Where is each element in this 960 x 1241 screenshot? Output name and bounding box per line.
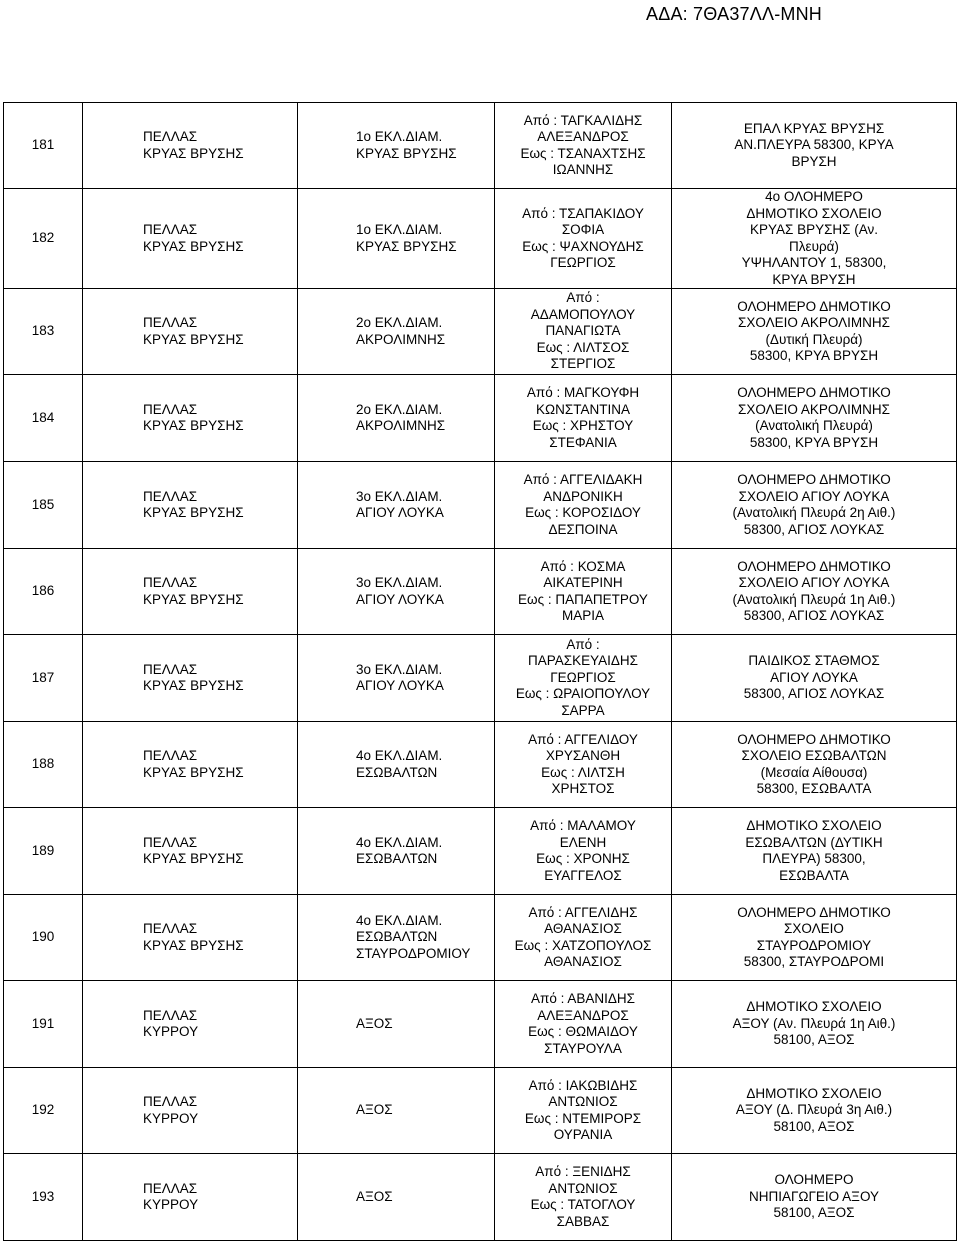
voter-range-cell-line: Εως : ΧΡΗΣΤΟΥ bbox=[532, 418, 634, 433]
voter-range-cell-line: ΟΥΡΑΝΙΑ bbox=[553, 1127, 613, 1142]
voter-range-cell-line: ΠΑΝΑΓΙΩΤΑ bbox=[545, 323, 621, 339]
polling-location-cell-line: 58300, ΑΓΙΟΣ ΛΟΥΚΑΣ bbox=[743, 686, 885, 702]
polling-location-cell bbox=[672, 722, 957, 808]
voter-range-cell-line: ΕΛΕΝΗ bbox=[559, 834, 607, 850]
electoral-district-cell-line: ΕΣΩΒΑΛΤΩΝ bbox=[356, 929, 438, 945]
municipality-cell-line: ΚΡΥΑΣ ΒΡΥΣΗΣ bbox=[143, 505, 244, 520]
municipality-cell bbox=[83, 103, 298, 189]
municipality-cell-line: ΠΕΛΛΑΣ bbox=[143, 315, 198, 330]
row-number-cell: 182 bbox=[4, 189, 83, 289]
voter-range-cell-line: Εως : ΛΙΛΤΣΟΣ bbox=[536, 339, 630, 355]
municipality-cell bbox=[83, 462, 298, 549]
municipality-cell-line: ΚΡΥΑΣ ΒΡΥΣΗΣ bbox=[143, 851, 244, 866]
table-row bbox=[4, 375, 957, 462]
polling-location-cell bbox=[672, 635, 957, 722]
voter-range-cell-line: Από : ΑΓΓΕΛΙΔΟΥ bbox=[528, 731, 638, 747]
voter-range-cell-line: Από : ΞΕΝΙΔΗΣ bbox=[535, 1164, 631, 1179]
municipality-cell-line: ΚΡΥΑΣ ΒΡΥΣΗΣ bbox=[143, 238, 244, 254]
polling-location-cell-line: ΑΓΙΟΥ ΛΟΥΚΑ bbox=[770, 669, 858, 685]
row-number-cell: 190 bbox=[4, 895, 83, 981]
municipality-cell bbox=[83, 189, 298, 289]
electoral-district-cell bbox=[298, 462, 495, 549]
row-number-cell: 192 bbox=[4, 1068, 83, 1154]
row-number-cell: 183 bbox=[4, 289, 83, 375]
polling-location-cell-line: ΚΡΥΑ ΒΡΥΣΗ bbox=[772, 271, 856, 287]
polling-stations-table bbox=[3, 102, 957, 1241]
voter-range-cell-line: ΣΤΑΥΡΟΥΛΑ bbox=[544, 1040, 622, 1056]
polling-location-cell-line: (Ανατολική Πλευρά 1η Αιθ.) bbox=[732, 591, 896, 607]
voter-range-cell-line: ΣΤΕΦΑΝΙΑ bbox=[549, 434, 617, 450]
polling-location-cell-line: ΑΞΟΥ (Δ. Πλευρά 3η Αιθ.) bbox=[735, 1102, 893, 1118]
voter-range-cell-line: Από : ΙΑΚΩΒΙΔΗΣ bbox=[528, 1077, 638, 1093]
voter-range-cell-line: ΑΝΔΡΟΝΙΚΗ bbox=[543, 488, 623, 504]
municipality-cell-line: ΠΕΛΛΑΣ bbox=[143, 748, 198, 763]
voter-range-cell-line: Εως : ΤΑΤΟΓΛΟΥ bbox=[530, 1197, 636, 1212]
table-row bbox=[4, 808, 957, 895]
row-number-cell: 189 bbox=[4, 808, 83, 895]
voter-range-cell bbox=[495, 549, 672, 635]
voter-range-cell bbox=[495, 189, 672, 289]
municipality-cell bbox=[83, 375, 298, 462]
voter-range-cell-line: Εως : ΛΙΛΤΣΗ bbox=[541, 764, 625, 780]
voter-range-cell bbox=[495, 289, 672, 375]
voter-range-cell-line: ΣΤΕΡΓΙΟΣ bbox=[550, 356, 616, 372]
polling-location-cell-line: ΥΨΗΛΑΝΤΟΥ 1, 58300, bbox=[741, 255, 887, 270]
voter-range-cell-line: ΧΡΥΣΑΝΘΗ bbox=[545, 748, 621, 763]
voter-range-cell-line: Από : ΤΑΓΚΑΛΙΔΗΣ bbox=[523, 112, 643, 128]
polling-location-cell-line: ΔΗΜΟΤΙΚΟ ΣΧΟΛΕΙΟ bbox=[746, 205, 882, 221]
polling-location-cell-line: ΣΤΑΥΡΟΔΡΟΜΙΟΥ bbox=[756, 937, 872, 953]
voter-range-cell-line: ΑΘΑΝΑΣΙΟΣ bbox=[544, 954, 622, 969]
voter-range-cell-line: ΔΕΣΠΟΙΝΑ bbox=[548, 521, 618, 537]
voter-range-cell bbox=[495, 635, 672, 722]
table-row bbox=[4, 189, 957, 289]
voter-range-cell-line: Από : bbox=[566, 290, 600, 306]
polling-location-cell-line: ΕΠΑΛ ΚΡΥΑΣ ΒΡΥΣΗΣ bbox=[743, 120, 885, 136]
row-number-cell: 181 bbox=[4, 103, 83, 189]
voter-range-cell-line: ΕΥΑΓΓΕΛΟΣ bbox=[544, 867, 622, 883]
row-number-cell: 193 bbox=[4, 1154, 83, 1241]
voter-range-cell-line: Εως : ΩΡΑΙΟΠΟΥΛΟΥ bbox=[515, 686, 651, 702]
polling-location-cell-line: 58300, ΑΓΙΟΣ ΛΟΥΚΑΣ bbox=[743, 608, 885, 623]
voter-range-cell-line: ΑΝΤΩΝΙΟΣ bbox=[548, 1094, 618, 1109]
voter-range-cell bbox=[495, 808, 672, 895]
electoral-district-cell-line: ΑΓΙΟΥ ΛΟΥΚΑ bbox=[356, 591, 444, 607]
polling-location-cell bbox=[672, 1068, 957, 1154]
voter-range-cell-line: ΓΕΩΡΓΙΟΣ bbox=[550, 255, 616, 270]
voter-range-cell-line: Από : ΚΟΣΜΑ bbox=[540, 558, 626, 574]
voter-range-cell-line: Εως : ΘΩΜΑΙΔΟΥ bbox=[528, 1024, 638, 1039]
municipality-cell-line: ΚΡΥΑΣ ΒΡΥΣΗΣ bbox=[143, 331, 244, 347]
voter-range-cell bbox=[495, 722, 672, 808]
polling-location-cell bbox=[672, 375, 957, 462]
municipality-cell-line: ΚΡΥΑΣ ΒΡΥΣΗΣ bbox=[143, 145, 244, 161]
voter-range-cell-line: Από : ΜΑΛΑΜΟΥ bbox=[530, 818, 636, 833]
polling-location-cell-line: ΑΝ.ΠΛΕΥΡΑ 58300, ΚΡΥΑ bbox=[734, 137, 894, 153]
electoral-district-cell bbox=[298, 1068, 495, 1154]
voter-range-cell-line: ΙΩΑΝΝΗΣ bbox=[552, 162, 614, 177]
electoral-district-cell bbox=[298, 722, 495, 808]
voter-range-cell bbox=[495, 375, 672, 462]
table-row bbox=[4, 635, 957, 722]
voter-range-cell bbox=[495, 103, 672, 189]
polling-location-cell-line: 58100, ΑΞΟΣ bbox=[773, 1118, 855, 1134]
polling-location-cell-line: ΔΗΜΟΤΙΚΟ ΣΧΟΛΕΙΟ bbox=[746, 1085, 882, 1101]
polling-location-cell-line: ΠΑΙΔΙΚΟΣ ΣΤΑΘΜΟΣ bbox=[748, 653, 880, 669]
polling-location-cell-line: ΕΣΩΒΑΛΤΩΝ (ΔΥΤΙΚΗ bbox=[745, 834, 883, 850]
voter-range-cell-line: ΠΑΡΑΣΚΕΥΑΙΔΗΣ bbox=[528, 653, 638, 669]
voter-range-cell-line: Από : bbox=[566, 636, 600, 652]
electoral-district-cell bbox=[298, 1154, 495, 1241]
municipality-cell-line: ΠΕΛΛΑΣ bbox=[143, 129, 198, 144]
voter-range-cell-line: ΧΡΗΣΤΟΣ bbox=[551, 781, 615, 796]
polling-location-cell-line: ΟΛΟΗΜΕΡΟ ΔΗΜΟΤΙΚΟ bbox=[737, 298, 891, 314]
row-number-cell: 187 bbox=[4, 635, 83, 722]
voter-range-cell bbox=[495, 1068, 672, 1154]
polling-location-cell-line: 58300, ΕΣΩΒΑΛΤΑ bbox=[756, 781, 872, 796]
voter-range-cell-line: ΑΙΚΑΤΕΡΙΝΗ bbox=[543, 575, 623, 590]
table-row bbox=[4, 1154, 957, 1241]
electoral-district-cell-line: ΕΣΩΒΑΛΤΩΝ bbox=[356, 851, 438, 866]
table-row bbox=[4, 895, 957, 981]
electoral-district-cell-line: 3ο ΕΚΛ.ΔΙΑΜ. bbox=[356, 488, 443, 504]
municipality-cell-line: ΚΡΥΑΣ ΒΡΥΣΗΣ bbox=[143, 678, 244, 693]
municipality-cell bbox=[83, 981, 298, 1068]
polling-location-cell-line: Πλευρά) bbox=[789, 238, 839, 254]
polling-location-cell-line: ΟΛΟΗΜΕΡΟ ΔΗΜΟΤΙΚΟ bbox=[737, 472, 891, 487]
municipality-cell-line: ΠΕΛΛΑΣ bbox=[143, 921, 198, 936]
polling-location-cell-line: 58100, ΑΞΟΣ bbox=[773, 1205, 855, 1221]
polling-location-cell-line: ΑΞΟΥ (Αν. Πλευρά 1η Αιθ.) bbox=[732, 1015, 896, 1031]
electoral-district-cell-line: ΑΚΡΟΛΙΜΝΗΣ bbox=[356, 331, 446, 347]
voter-range-cell-line: ΚΩΝΣΤΑΝΤΙΝΑ bbox=[536, 401, 630, 417]
municipality-cell-line: ΠΕΛΛΑΣ bbox=[143, 575, 198, 590]
voter-range-cell-line: Εως : ΧΡΟΝΗΣ bbox=[536, 851, 630, 866]
polling-location-cell-line: 58300, ΚΡΥΑ ΒΡΥΣΗ bbox=[749, 348, 879, 363]
electoral-district-cell-line: 4ο ΕΚΛ.ΔΙΑΜ. bbox=[356, 834, 443, 850]
polling-location-cell bbox=[672, 103, 957, 189]
municipality-cell-line: ΚΥΡΡΟΥ bbox=[143, 1110, 199, 1126]
electoral-district-cell bbox=[298, 103, 495, 189]
municipality-cell bbox=[83, 1154, 298, 1241]
polling-location-cell bbox=[672, 549, 957, 635]
voter-range-cell-line: ΣΑΡΡΑ bbox=[561, 702, 605, 718]
polling-location-cell-line: ΒΡΥΣΗ bbox=[791, 153, 837, 169]
voter-range-cell-line: Εως : ΤΣΑΝΑΧΤΣΗΣ bbox=[520, 145, 646, 161]
electoral-district-cell bbox=[298, 549, 495, 635]
polling-location-cell-line: ΣΧΟΛΕΙΟ ΑΓΙΟΥ ΛΟΥΚΑ bbox=[738, 488, 890, 504]
voter-range-cell bbox=[495, 1154, 672, 1241]
electoral-district-cell-line: 2ο ΕΚΛ.ΔΙΑΜ. bbox=[356, 401, 443, 417]
voter-range-cell bbox=[495, 895, 672, 981]
electoral-district-cell-line: ΑΓΙΟΥ ΛΟΥΚΑ bbox=[356, 505, 444, 520]
polling-location-cell-line: ΟΛΟΗΜΕΡΟ ΔΗΜΟΤΙΚΟ bbox=[737, 385, 891, 400]
electoral-district-cell-line: ΣΤΑΥΡΟΔΡΟΜΙΟΥ bbox=[356, 945, 471, 961]
voter-range-cell-line: Εως : ΠΑΠΑΠΕΤΡΟΥ bbox=[518, 591, 648, 607]
voter-range-cell-line: ΓΕΩΡΓΙΟΣ bbox=[550, 669, 616, 685]
row-number-cell: 191 bbox=[4, 981, 83, 1068]
table-row bbox=[4, 549, 957, 635]
polling-location-cell-line: ΟΛΟΗΜΕΡΟ ΔΗΜΟΤΙΚΟ bbox=[737, 558, 891, 574]
polling-location-cell bbox=[672, 462, 957, 549]
electoral-district-cell-line: ΑΞΟΣ bbox=[356, 1015, 393, 1031]
voter-range-cell-line: Εως : ΚΟΡΟΣΙΔΟΥ bbox=[525, 505, 641, 520]
electoral-district-cell bbox=[298, 289, 495, 375]
municipality-cell bbox=[83, 635, 298, 722]
voter-range-cell-line: ΑΛΕΞΑΝΔΡΟΣ bbox=[537, 129, 629, 144]
municipality-cell-line: ΠΕΛΛΑΣ bbox=[143, 1180, 198, 1196]
polling-location-cell-line: ΔΗΜΟΤΙΚΟ ΣΧΟΛΕΙΟ bbox=[746, 818, 882, 833]
polling-location-cell-line: ΝΗΠΙΑΓΩΓΕΙΟ ΑΞΟΥ bbox=[748, 1188, 880, 1204]
polling-location-cell bbox=[672, 808, 957, 895]
table-row bbox=[4, 981, 957, 1068]
electoral-district-cell-line: ΚΡΥΑΣ ΒΡΥΣΗΣ bbox=[356, 145, 457, 161]
municipality-cell bbox=[83, 722, 298, 808]
municipality-cell-line: ΚΡΥΑΣ ΒΡΥΣΗΣ bbox=[143, 764, 244, 780]
municipality-cell bbox=[83, 289, 298, 375]
voter-range-cell-line: ΑΔΑΜΟΠΟΥΛΟΥ bbox=[530, 306, 636, 322]
voter-range-cell-line: Από : ΑΒΑΝΙΔΗΣ bbox=[531, 991, 635, 1006]
electoral-district-cell bbox=[298, 895, 495, 981]
electoral-district-cell-line: ΑΓΙΟΥ ΛΟΥΚΑ bbox=[356, 678, 444, 693]
table-row bbox=[4, 289, 957, 375]
voter-range-cell-line: Εως : ΧΑΤΖΟΠΟΥΛΟΣ bbox=[514, 937, 652, 953]
row-number-cell: 188 bbox=[4, 722, 83, 808]
voter-range-cell-line: Από : ΑΓΓΕΛΙΔΗΣ bbox=[528, 904, 638, 920]
polling-location-cell-line: ΟΛΟΗΜΕΡΟ bbox=[774, 1172, 854, 1188]
municipality-cell-line: ΚΡΥΑΣ ΒΡΥΣΗΣ bbox=[143, 591, 244, 607]
polling-location-cell-line: ΟΛΟΗΜΕΡΟ ΔΗΜΟΤΙΚΟ bbox=[737, 904, 891, 920]
voter-range-cell-line: Από : ΑΓΓΕΛΙΔΑΚΗ bbox=[523, 472, 643, 487]
row-number-cell: 184 bbox=[4, 375, 83, 462]
electoral-district-cell-line: ΑΞΟΣ bbox=[356, 1188, 393, 1204]
voter-range-cell-line: ΑΛΕΞΑΝΔΡΟΣ bbox=[537, 1007, 629, 1023]
voter-range-cell bbox=[495, 462, 672, 549]
polling-location-cell bbox=[672, 1154, 957, 1241]
electoral-district-cell-line: ΕΣΩΒΑΛΤΩΝ bbox=[356, 764, 438, 780]
electoral-district-cell-line: 1ο ΕΚΛ.ΔΙΑΜ. bbox=[356, 222, 443, 237]
polling-location-cell bbox=[672, 289, 957, 375]
polling-location-cell-line: ΣΧΟΛΕΙΟ ΕΣΩΒΑΛΤΩΝ bbox=[741, 748, 887, 763]
polling-location-cell bbox=[672, 189, 957, 289]
municipality-cell-line: ΠΕΛΛΑΣ bbox=[143, 222, 198, 237]
voter-range-cell bbox=[495, 981, 672, 1068]
polling-location-cell-line: (Μεσαία Αίθουσα) bbox=[760, 764, 868, 780]
municipality-cell-line: ΠΕΛΛΑΣ bbox=[143, 401, 198, 417]
electoral-district-cell bbox=[298, 635, 495, 722]
electoral-district-cell-line: ΑΞΟΣ bbox=[356, 1102, 393, 1118]
municipality-cell-line: ΠΕΛΛΑΣ bbox=[143, 661, 198, 677]
electoral-district-cell bbox=[298, 375, 495, 462]
polling-location-cell-line: ΔΗΜΟΤΙΚΟ ΣΧΟΛΕΙΟ bbox=[746, 999, 882, 1015]
table-body bbox=[4, 103, 957, 1241]
municipality-cell-line: ΠΕΛΛΑΣ bbox=[143, 1094, 198, 1109]
polling-location-cell-line: ΟΛΟΗΜΕΡΟ ΔΗΜΟΤΙΚΟ bbox=[737, 731, 891, 747]
table-row bbox=[4, 103, 957, 189]
document-ada-code: ΑΔΑ: 7ΘΑ37ΛΛ-ΜΝΗ bbox=[646, 4, 822, 24]
polling-location-cell-line: 4ο ΟΛΟΗΜΕΡΟ bbox=[765, 189, 863, 204]
table-row bbox=[4, 722, 957, 808]
polling-location-cell-line: (Δυτική Πλευρά) bbox=[765, 331, 863, 347]
voter-range-cell-line: ΜΑΡΙΑ bbox=[561, 608, 604, 623]
row-number-cell: 186 bbox=[4, 549, 83, 635]
polling-location-cell-line: ΣΧΟΛΕΙΟ bbox=[784, 921, 844, 936]
table-row bbox=[4, 462, 957, 549]
municipality-cell-line: ΠΕΛΛΑΣ bbox=[143, 1007, 198, 1023]
voter-range-cell-line: Από : ΜΑΓΚΟΥΦΗ bbox=[526, 385, 640, 400]
electoral-district-cell-line: 3ο ΕΚΛ.ΔΙΑΜ. bbox=[356, 575, 443, 590]
polling-location-cell-line: ΠΛΕΥΡΑ) 58300, bbox=[762, 851, 866, 866]
electoral-district-cell bbox=[298, 981, 495, 1068]
polling-location-cell-line: (Ανατολική Πλευρά 2η Αιθ.) bbox=[732, 505, 896, 520]
electoral-district-cell bbox=[298, 189, 495, 289]
electoral-district-cell-line: 3ο ΕΚΛ.ΔΙΑΜ. bbox=[356, 661, 443, 677]
polling-location-cell-line: 58100, ΑΞΟΣ bbox=[773, 1032, 855, 1048]
municipality-cell-line: ΚΥΡΡΟΥ bbox=[143, 1024, 199, 1039]
municipality-cell bbox=[83, 895, 298, 981]
municipality-cell-line: ΠΕΛΛΑΣ bbox=[143, 488, 198, 504]
municipality-cell-line: ΚΥΡΡΟΥ bbox=[143, 1197, 199, 1212]
electoral-district-cell-line: 4ο ΕΚΛ.ΔΙΑΜ. bbox=[356, 748, 443, 763]
municipality-cell bbox=[83, 1068, 298, 1154]
polling-location-cell-line: 58300, ΑΓΙΟΣ ΛΟΥΚΑΣ bbox=[743, 521, 885, 537]
table-row bbox=[4, 1068, 957, 1154]
electoral-district-cell-line: 1ο ΕΚΛ.ΔΙΑΜ. bbox=[356, 129, 443, 144]
polling-location-cell-line: (Ανατολική Πλευρά) bbox=[755, 418, 873, 433]
electoral-district-cell-line: 4ο ΕΚΛ.ΔΙΑΜ. bbox=[356, 912, 443, 928]
municipality-cell-line: ΚΡΥΑΣ ΒΡΥΣΗΣ bbox=[143, 418, 244, 433]
polling-location-cell bbox=[672, 895, 957, 981]
electoral-district-cell-line: ΑΚΡΟΛΙΜΝΗΣ bbox=[356, 418, 446, 433]
polling-location-cell-line: ΣΧΟΛΕΙΟ ΑΓΙΟΥ ΛΟΥΚΑ bbox=[738, 575, 890, 590]
electoral-district-cell-line: ΚΡΥΑΣ ΒΡΥΣΗΣ bbox=[356, 238, 457, 254]
municipality-cell-line: ΠΕΛΛΑΣ bbox=[143, 834, 198, 850]
polling-location-cell-line: ΕΣΩΒΑΛΤΑ bbox=[779, 867, 849, 883]
voter-range-cell-line: Εως : ΨΑΧΝΟΥΔΗΣ bbox=[522, 238, 644, 254]
voter-range-cell-line: Από : ΤΣΑΠΑΚΙΔΟΥ bbox=[522, 205, 644, 221]
electoral-district-cell-line: 2ο ΕΚΛ.ΔΙΑΜ. bbox=[356, 315, 443, 330]
row-number-cell: 185 bbox=[4, 462, 83, 549]
polling-location-cell-line: ΚΡΥΑΣ ΒΡΥΣΗΣ (Αν. bbox=[749, 222, 879, 237]
polling-location-cell-line: 58300, ΣΤΑΥΡΟΔΡΟΜΙ bbox=[743, 954, 885, 969]
voter-range-cell-line: ΣΟΦΙΑ bbox=[561, 222, 605, 237]
voter-range-cell-line: ΑΘΑΝΑΣΙΟΣ bbox=[544, 921, 622, 936]
polling-location-cell bbox=[672, 981, 957, 1068]
municipality-cell bbox=[83, 549, 298, 635]
polling-location-cell-line: ΣΧΟΛΕΙΟ ΑΚΡΟΛΙΜΝΗΣ bbox=[737, 315, 890, 330]
municipality-cell-line: ΚΡΥΑΣ ΒΡΥΣΗΣ bbox=[143, 937, 244, 953]
voter-range-cell-line: ΑΝΤΩΝΙΟΣ bbox=[548, 1180, 618, 1196]
electoral-district-cell bbox=[298, 808, 495, 895]
voter-range-cell-line: Εως : ΝΤΕΜΙΡΟΡΣ bbox=[524, 1110, 642, 1126]
voter-range-cell-line: ΣΑΒΒΑΣ bbox=[556, 1213, 610, 1229]
municipality-cell bbox=[83, 808, 298, 895]
polling-location-cell-line: ΣΧΟΛΕΙΟ ΑΚΡΟΛΙΜΝΗΣ bbox=[737, 401, 890, 417]
polling-location-cell-line: 58300, ΚΡΥΑ ΒΡΥΣΗ bbox=[749, 434, 879, 450]
